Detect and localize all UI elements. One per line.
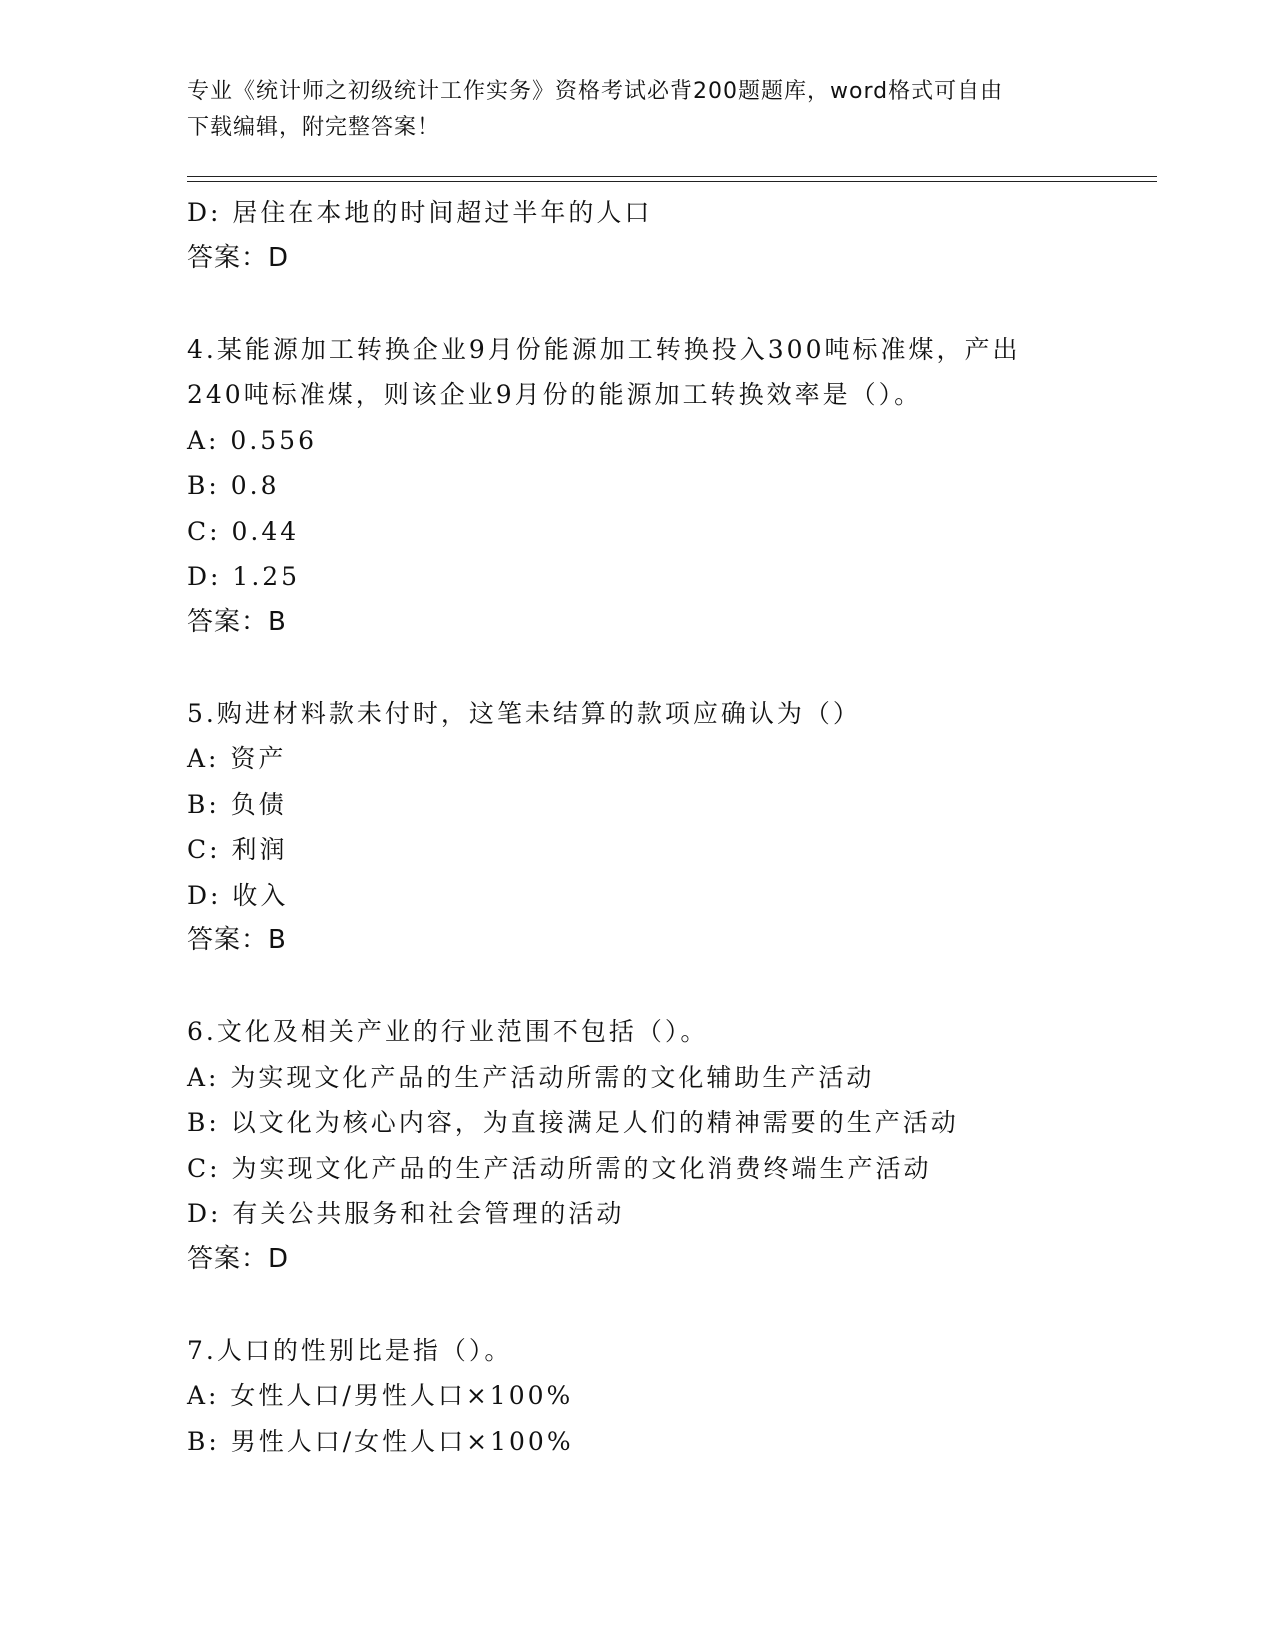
answer-line: 答案：B — [187, 925, 287, 955]
option-c: C: 为实现文化产品的生产活动所需的文化消费终端生产活动 — [187, 1153, 932, 1183]
question-list — [187, 190, 1147, 1464]
option-c: C: 0.44 — [187, 516, 300, 546]
option-a: A: 女性人口/男性人口×100% — [187, 1381, 574, 1410]
option-b: B: 0.8 — [187, 471, 280, 500]
question-stem: 5.购进材料款未付时，这笔未结算的款项应确认为（） — [187, 698, 861, 728]
spacer — [187, 964, 1147, 1010]
question-6 — [187, 1009, 1147, 1282]
header-line-1: 专业《统计师之初级统计工作实务》资格考试必背200题题库，word格式可自由 — [187, 79, 1004, 104]
header-divider-top — [187, 176, 1157, 177]
question-stem: 7.人口的性别比是指（）。 — [187, 1335, 513, 1365]
header-divider-bottom — [187, 181, 1157, 182]
question-stem: 4.某能源加工转换企业9月份能源加工转换投入300吨标准煤，产出 — [187, 334, 1021, 364]
header-line-2: 下载编辑，附完整答案！ — [187, 115, 441, 140]
option-d: D: 收入 — [187, 880, 289, 910]
question-3-partial — [187, 190, 1147, 281]
option-b: B: 以文化为核心内容，为直接满足人们的精神需要的生产活动 — [187, 1108, 959, 1137]
option-d: D: 1.25 — [187, 562, 301, 591]
question-7 — [187, 1328, 1147, 1465]
option-a: A: 为实现文化产品的生产活动所需的文化辅助生产活动 — [187, 1062, 875, 1092]
option-d: D: 居住在本地的时间超过半年的人口 — [187, 198, 653, 227]
option-a: A: 资产 — [187, 744, 287, 773]
document-header — [187, 74, 1067, 146]
spacer — [187, 281, 1147, 327]
option-a: A: 0.556 — [187, 425, 317, 455]
question-5 — [187, 691, 1147, 964]
answer-line: 答案：D — [187, 242, 290, 273]
option-c: C: 利润 — [187, 835, 288, 864]
option-b: B: 男性人口/女性人口×100% — [187, 1426, 574, 1456]
question-stem: 6.文化及相关产业的行业范围不包括（）。 — [187, 1017, 709, 1046]
option-d: D: 有关公共服务和社会管理的活动 — [187, 1199, 625, 1228]
spacer — [187, 645, 1147, 691]
question-stem-continued: 240吨标准煤，则该企业9月份的能源加工转换效率是（）。 — [187, 380, 923, 409]
question-4 — [187, 327, 1147, 646]
spacer — [187, 1282, 1147, 1328]
answer-line: 答案：B — [187, 606, 287, 637]
option-b: B: 负债 — [187, 789, 287, 819]
answer-line: 答案：D — [187, 1243, 290, 1274]
